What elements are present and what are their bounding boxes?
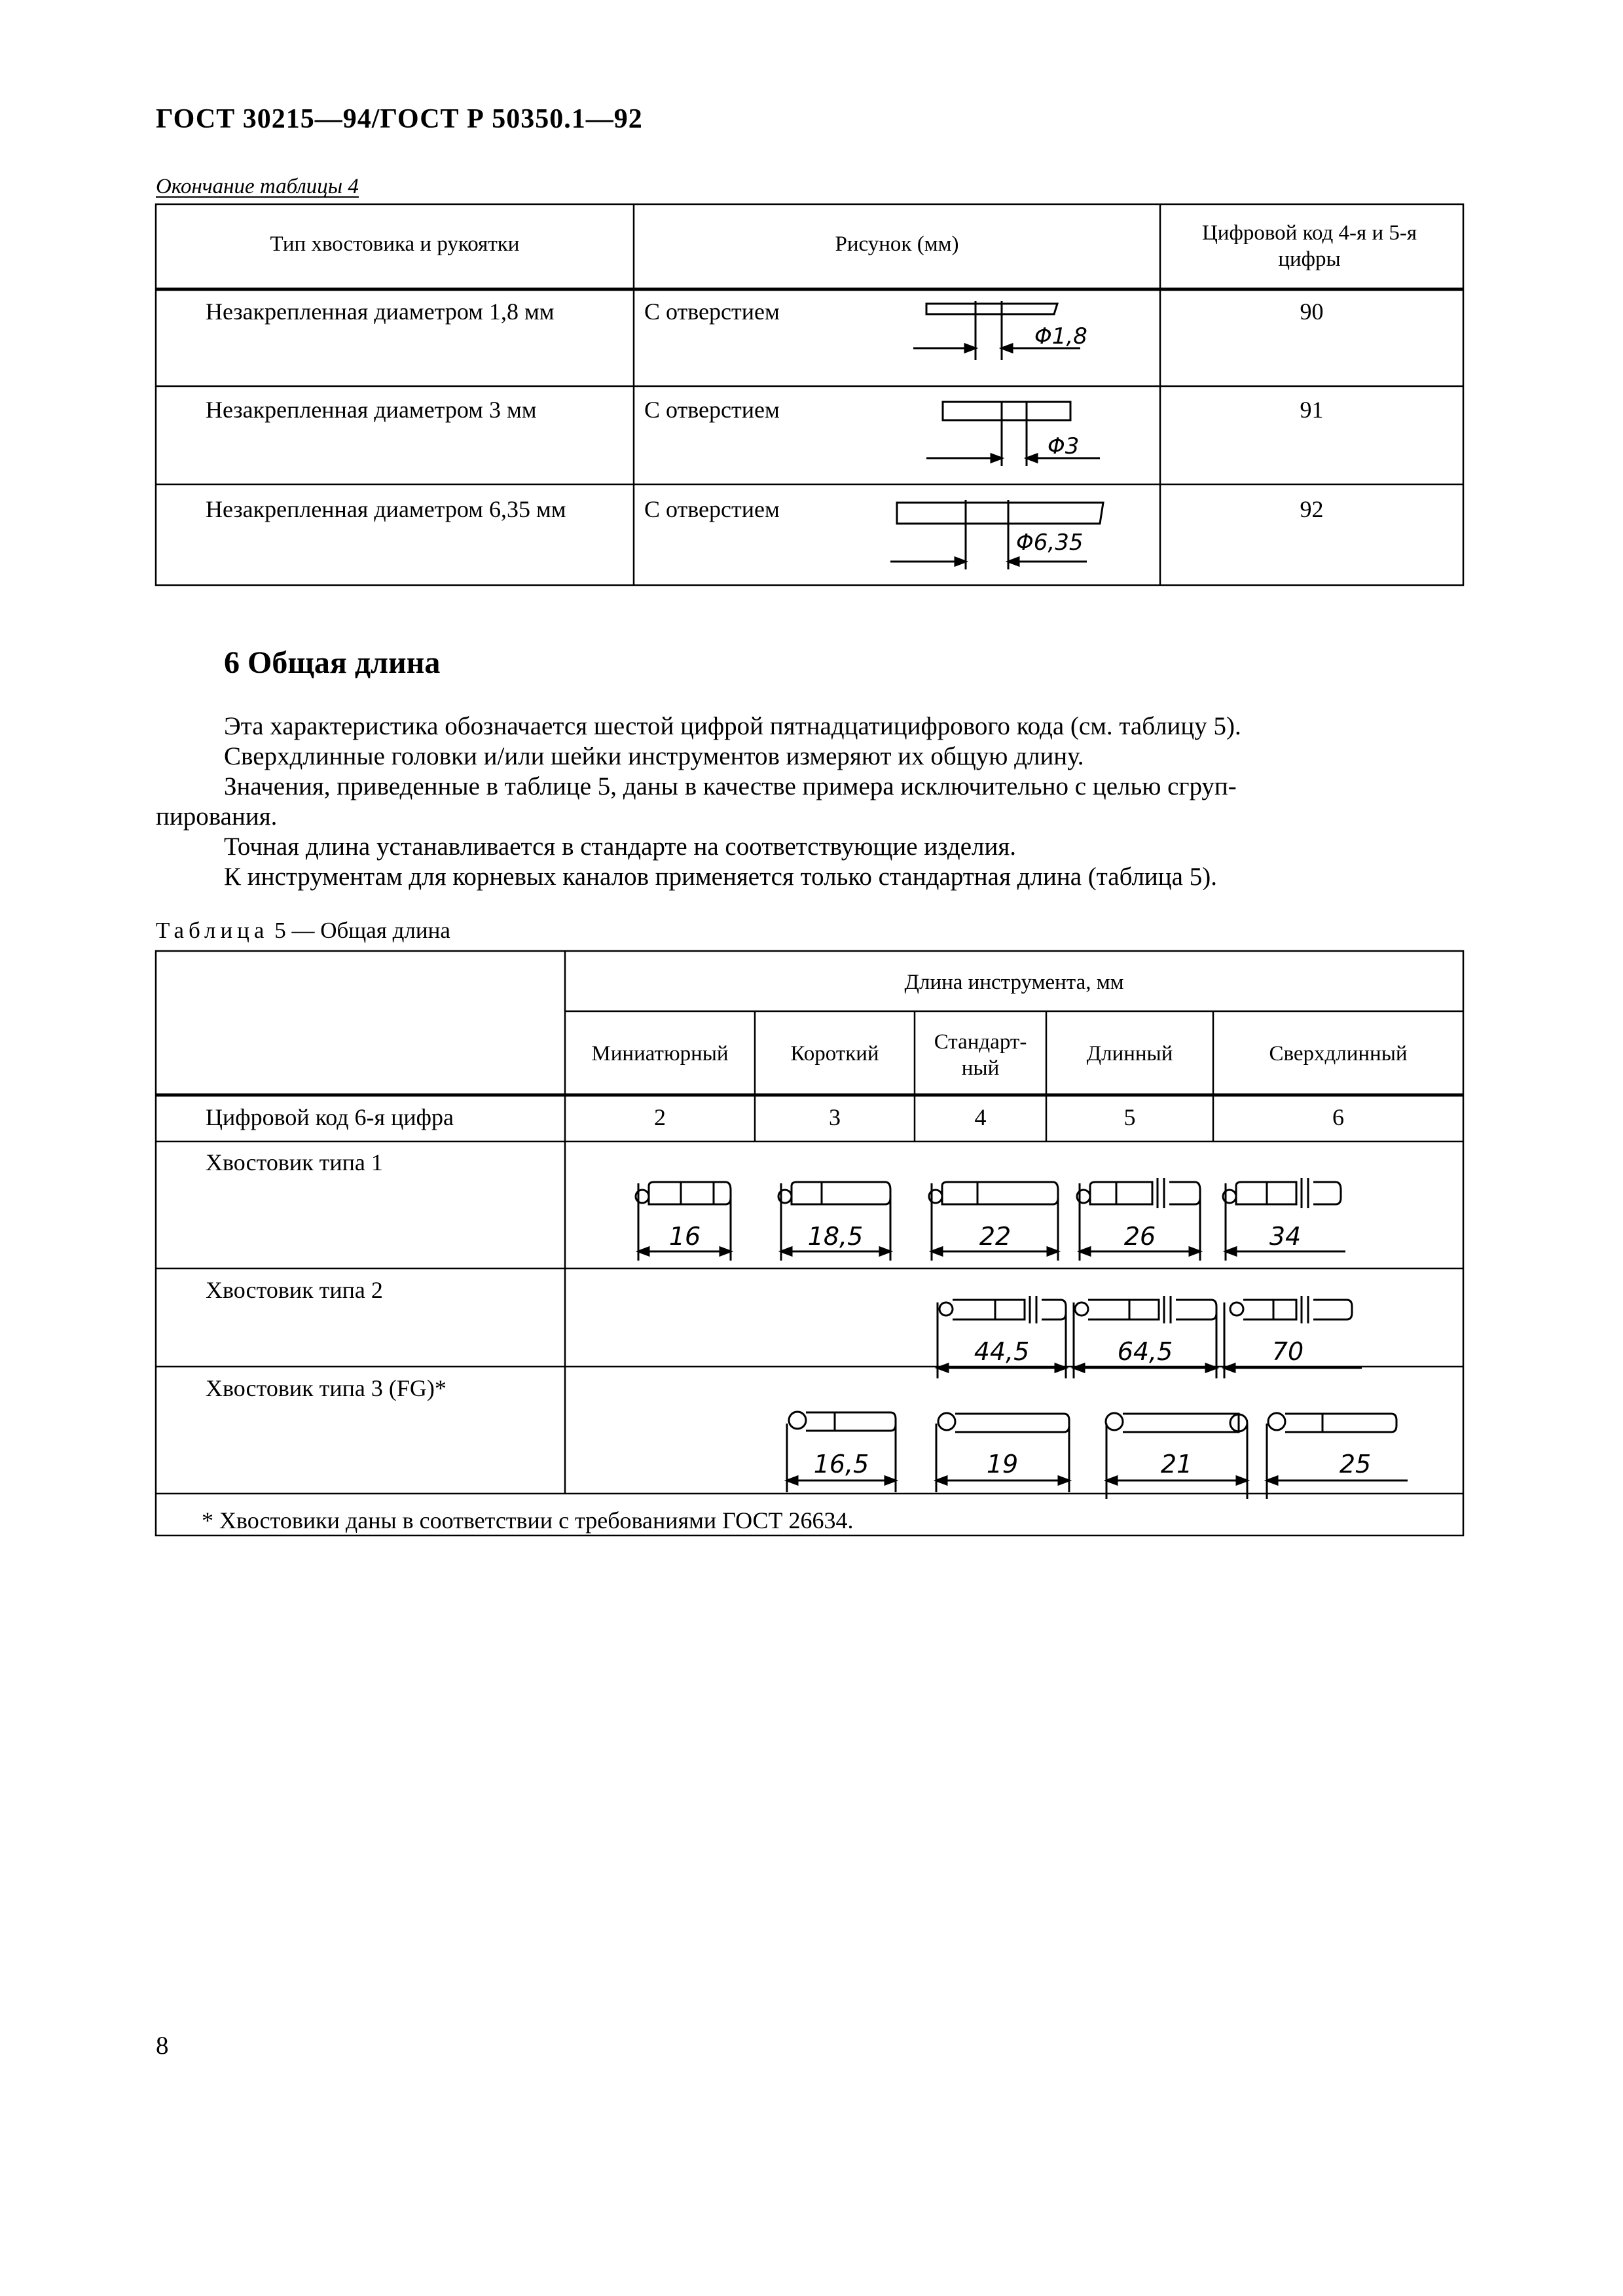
page-number: 8 [156, 2032, 169, 2060]
document-header: ГОСТ 30215—94/ГОСТ Р 50350.1—92 [156, 104, 643, 134]
dim-shank2-64-5: 64,5 [1117, 1337, 1173, 1366]
dim-shank3-21: 21 [1160, 1450, 1193, 1479]
shank1-label: Хвостовик типа 1 [206, 1149, 383, 1175]
dim-shank3-16-5: 16,5 [813, 1450, 869, 1479]
paragraph: Значения, приведенные в таблице 5, даны в качестве примера исключительно с целью сгруп- [224, 772, 1237, 800]
section-6-title: 6 Общая длина [224, 645, 441, 680]
table5-code-row-label: Цифровой код 6-я цифра [206, 1104, 454, 1130]
table5-col-short: Короткий [790, 1042, 879, 1066]
table5-caption-prefix: Таблица [156, 918, 269, 943]
paragraph: Сверхдлинные головки и/или шейки инструментов измеряют их общую длину. [224, 742, 1084, 770]
dim-phi-3: Φ3 [1048, 433, 1080, 459]
dim-shank3-25: 25 [1339, 1450, 1372, 1479]
shank3-label: Хвостовик типа 3 (FG)* [206, 1375, 447, 1401]
table4-col-figure: Рисунок (мм) [835, 232, 959, 256]
dim-phi-6-35: Φ6,35 [1016, 529, 1084, 556]
table5-col-long: Длинный [1086, 1042, 1173, 1066]
paragraph: К инструментам для корневых каналов применяется только стандартная длина (таблица 5). [224, 863, 1217, 891]
table4-caption: Окончание таблицы 4 [156, 175, 359, 198]
table4-row3-type: Незакрепленная диаметром 6,35 мм [206, 496, 566, 522]
table4-row1-label: С отверстием [644, 298, 780, 325]
dim-phi-1-8: Φ1,8 [1034, 323, 1087, 350]
table4-row2-type: Незакрепленная диаметром 3 мм [206, 397, 537, 423]
table4-row2-label: С отверстием [644, 397, 780, 423]
dim-shank1-18-5: 18,5 [807, 1222, 864, 1251]
dim-shank1-26: 26 [1123, 1222, 1156, 1251]
table4-col-type: Тип хвостовика и рукоятки [270, 232, 520, 256]
dim-shank1-22: 22 [979, 1222, 1012, 1251]
shank2-label: Хвостовик типа 2 [206, 1277, 383, 1303]
table5-code-2: 2 [654, 1104, 666, 1130]
table4-row2-code: 91 [1300, 397, 1324, 423]
table4-row1-type: Незакрепленная диаметром 1,8 мм [206, 298, 555, 325]
table5-code-5: 5 [1123, 1104, 1136, 1130]
table5-code-6: 6 [1332, 1104, 1344, 1130]
table4-col-code: Цифровой код 4-я и 5-я цифры [1201, 221, 1417, 271]
paragraph: Эта характеристика обозначается шестой цифрой пятнадцатицифрового кода (см. таблицу 5). [224, 712, 1241, 740]
dim-shank1-16: 16 [668, 1222, 701, 1251]
dim-shank2-70: 70 [1271, 1337, 1304, 1366]
dim-shank2-44-5: 44,5 [974, 1337, 1030, 1366]
table5-col-extra-long: Сверхдлинный [1269, 1042, 1408, 1066]
dim-shank3-19: 19 [986, 1450, 1019, 1479]
table5-group-header: Длина инструмента, мм [904, 971, 1124, 994]
shank3-instrument-25 [1267, 1413, 1408, 1499]
table5-caption-rest: 5 — Общая длина [268, 918, 450, 943]
table5-code-4: 4 [974, 1104, 987, 1130]
table5-col-standard-line2: ный [961, 1056, 1000, 1080]
paragraph: Точная длина устанавливается в стандарте на соответствующие изделия. [224, 833, 1017, 861]
table4-row1-code: 90 [1300, 298, 1324, 325]
table5-col-standard-line1: Стандарт- [934, 1030, 1027, 1054]
table5-footnote: * Хвостовики даны в соответствии с требованиями ГОСТ 26634. [202, 1507, 854, 1534]
table5-col-miniature: Миниатюрный [591, 1042, 729, 1066]
dim-shank1-34: 34 [1269, 1222, 1302, 1251]
table5-code-3: 3 [829, 1104, 841, 1130]
table4-row3-label: С отверстием [644, 496, 780, 522]
table4-row3-code: 92 [1300, 496, 1324, 522]
paragraph: пирования. [156, 802, 278, 831]
